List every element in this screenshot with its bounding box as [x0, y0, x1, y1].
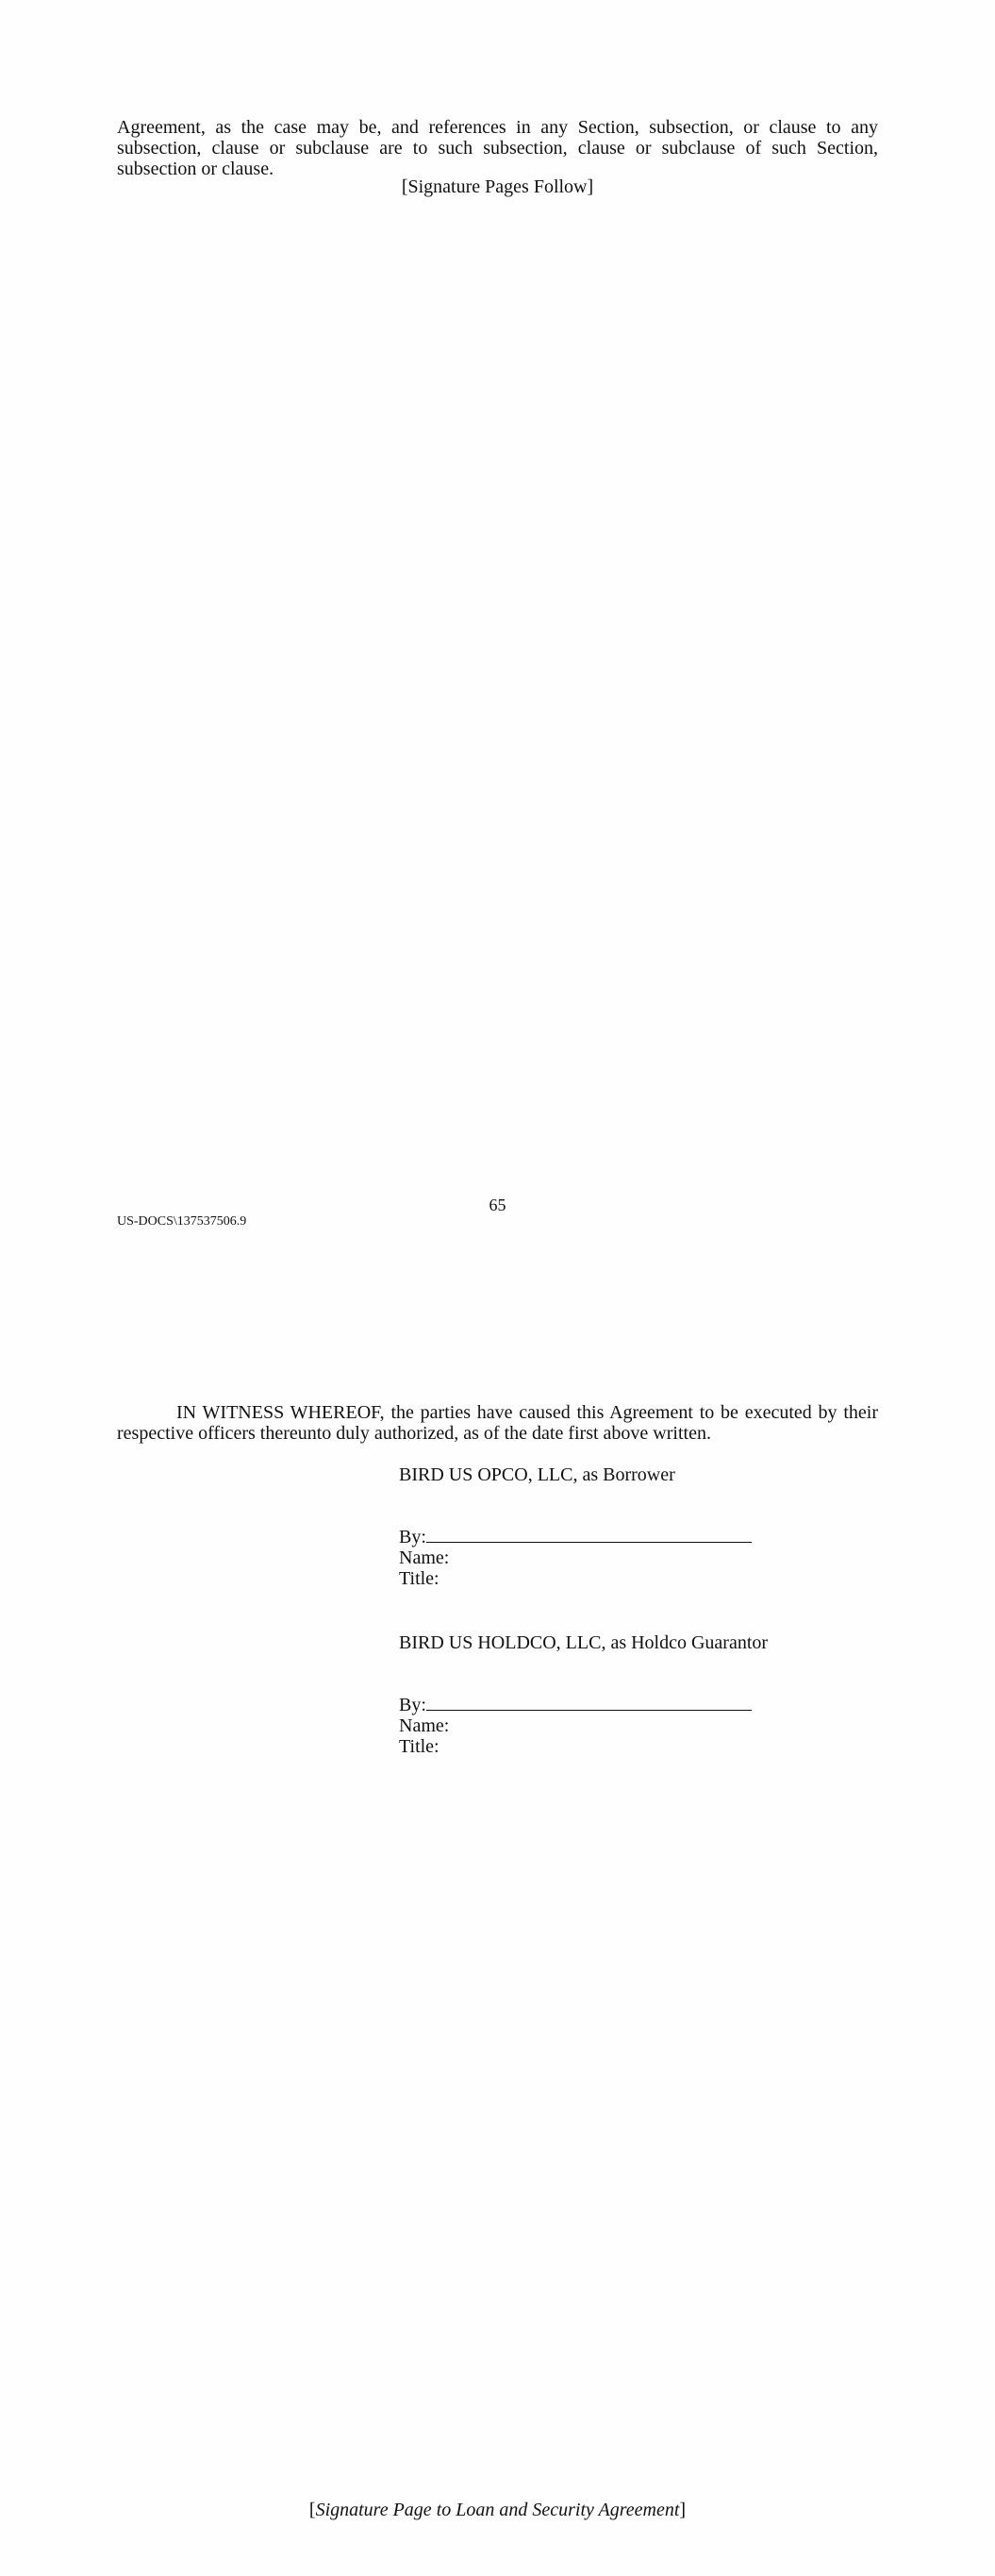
signatory-entity: BIRD US OPCO, LLC, as Borrower — [399, 1464, 675, 1485]
signature-block-borrower — [399, 1464, 795, 1589]
witness-paragraph: IN WITNESS WHEREOF, the parties have caused this Agreement to be executed by their respective officers thereunto duly authorized, as of the date first above written. — [117, 1402, 878, 1444]
document-id: US-DOCS\137537506.9 — [117, 1214, 247, 1229]
title-label: Title: — [399, 1736, 439, 1757]
page-number: 65 — [489, 1196, 506, 1214]
caption-close-bracket: ] — [679, 2500, 687, 2520]
by-line — [399, 1695, 795, 1715]
by-label: By: — [399, 1695, 426, 1715]
title-label: Title: — [399, 1568, 439, 1589]
signature-line — [426, 1695, 752, 1711]
signature-line — [426, 1527, 752, 1543]
caption-text: Signature Page to Loan and Security Agreement — [315, 2500, 680, 2520]
by-label: By: — [399, 1527, 426, 1547]
by-line — [399, 1527, 795, 1547]
caption-open-bracket: [ — [308, 2500, 316, 2520]
name-label: Name: — [399, 1547, 450, 1568]
signature-pages-follow-note: [Signature Pages Follow] — [401, 176, 594, 197]
continuation-paragraph: Agreement, as the case may be, and references in any Section, subsection, or clause to any subsection, clause or subclause are to such subsection, clause or subclause of such Section, subsection or clause. — [117, 117, 878, 179]
signatory-entity: BIRD US HOLDCO, LLC, as Holdco Guarantor — [399, 1632, 769, 1653]
name-label: Name: — [399, 1715, 450, 1736]
signature-block-holdco-guarantor — [399, 1632, 795, 1757]
signature-page — [0, 1288, 995, 2576]
signature-page-caption — [0, 2499, 995, 2521]
